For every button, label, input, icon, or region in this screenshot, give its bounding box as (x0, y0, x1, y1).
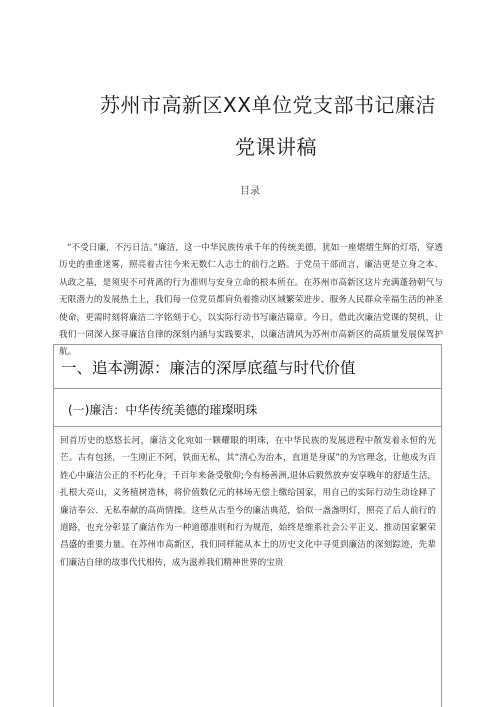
section-frame (53, 344, 442, 707)
intro-paragraph: “不受日廉，不污日洁。”廉洁，这一中华民族传承千年的传统美德，犹如一座熠熠生辉的灯塔，穿透历史的重重迷雾，照亮着古往今来无数仁人志士的前行之路。于党员干部而言，廉洁更是立身之本、从政之基，是须臾不可背离的行为准则与安身立命的根本所在。在苏州市高新区这片充满蓬勃朝气与无限潜力的发展热土上，我们每一位党员都肩负着推动区域繁荣进步、服务人民群众幸福生活的神圣使命，更需时刻将廉洁二字铭刻于心，以实际行动书写廉洁篇章。今日，借此次廉洁党课的契机，让我们一同深入探寻廉洁自律的深刻内涵与实践要求，以廉洁清风为苏州市高新区的高质量发展保驾护航。 (59, 243, 443, 358)
document-title-line-2: 党课讲稿 (235, 135, 317, 159)
subsection-heading-box (54, 389, 441, 427)
table-of-contents-label: 目录 (240, 186, 260, 197)
subsection-heading: (一)廉洁：中华传统美德的璀璨明珠 (68, 403, 258, 417)
subsection-body-paragraph: 回首历史的悠悠长河，廉洁文化宛如一颗耀眼的明珠，在中华民族的发展进程中散发着永恒的光芒。古有包拯，一生刚正不阿，铁面无私，其“清心为治本，直道是身谋”的为官理念，让他成为百姓心中廉洁公正的不朽化身，千百年来备受敬仰;今有杨善洲,退休后毅然放弃安享晚年的舒适生活，扎根大亮山，义务植树造林，将价值数亿元的林场无偿上缴给国家，用自己的实际行动生动诠释了廉洁奉公、无私奉献的高尚情操。这些从古至今的廉洁典范，恰似一盏盏明灯，照亮了后人前行的道路，也充分彰显了廉洁作为一种道德准则和行为规范，始终是维系社会公平正义、推动国家繁荣昌盛的重要力量。在苏州市高新区，我们同样能从本土的历史文化中寻觅到廉洁的深刻踪迹，先辈们廉洁自律的故事代代相传，成为滋养我们精神世界的宝贵 (60, 436, 436, 568)
section-heading: 一、追本溯源：廉洁的深厚底蕴与时代价值 (61, 359, 356, 377)
document-title-line-1: 苏州市高新区XX单位党支部书记廉洁 (100, 93, 436, 117)
section-heading-box (54, 345, 441, 389)
